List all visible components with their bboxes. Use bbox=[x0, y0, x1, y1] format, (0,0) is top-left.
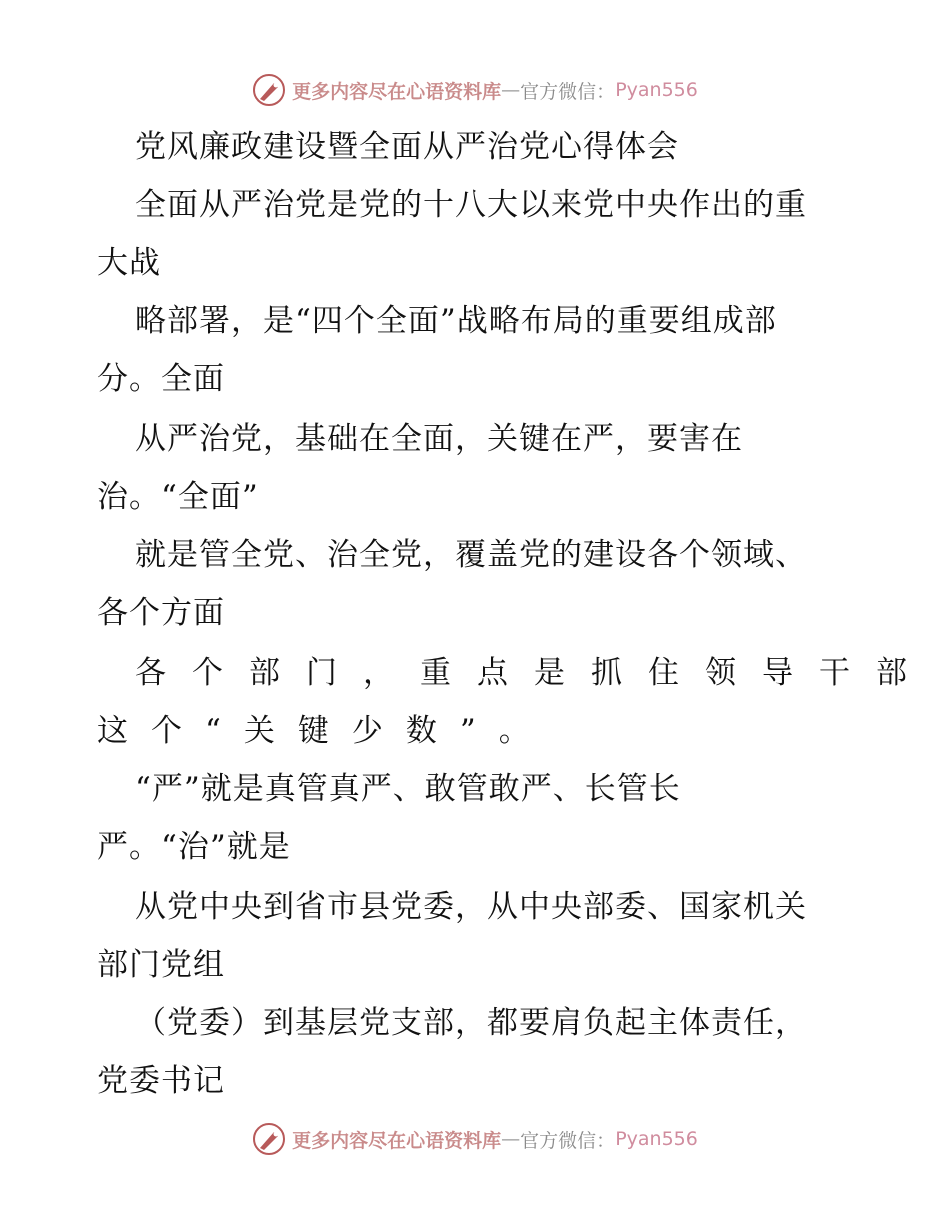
text-line: 各个部门，重点是抓住领导干部 bbox=[135, 655, 933, 691]
banner-dash: — bbox=[501, 1128, 521, 1150]
document-title: 党风廉政建设暨全面从严治党心得体会 bbox=[135, 129, 679, 165]
text-line: 党委书记 bbox=[97, 1063, 225, 1099]
text-line: （党委）到基层党支部，都要肩负起主体责任， bbox=[135, 1005, 807, 1041]
banner-site-text: 更多内容尽在心语资料库 bbox=[292, 80, 502, 103]
banner-label: 官方微信： bbox=[520, 80, 616, 103]
banner-wechat-id: Pyan556 bbox=[615, 1128, 698, 1150]
pen-logo-icon bbox=[252, 1122, 286, 1156]
text-line: 大战 bbox=[97, 245, 161, 281]
text-line: 这个“关键少数”。 bbox=[97, 713, 553, 749]
header-banner bbox=[0, 70, 950, 110]
banner-wechat-id: Pyan556 bbox=[615, 79, 698, 101]
text-line: 全面从严治党是党的十八大以来党中央作出的重 bbox=[135, 187, 807, 223]
banner-dash: — bbox=[501, 79, 521, 101]
text-line: 从严治党，基础在全面，关键在严，要害在 bbox=[135, 421, 743, 457]
banner-label: 官方微信： bbox=[520, 1129, 616, 1152]
text-line: 分。全面 bbox=[97, 361, 225, 397]
text-line: 从党中央到省市县党委，从中央部委、国家机关 bbox=[135, 889, 807, 925]
footer-banner bbox=[0, 1119, 950, 1159]
text-line: 就是管全党、治全党，覆盖党的建设各个领域、 bbox=[135, 537, 807, 573]
text-line: 略部署，是“四个全面”战略布局的重要组成部 bbox=[135, 303, 777, 339]
text-line: 严。“治”就是 bbox=[97, 829, 291, 865]
text-line: 部门党组 bbox=[97, 947, 225, 983]
text-line: “严”就是真管真严、敢管敢严、长管长 bbox=[135, 771, 681, 807]
text-line: 各个方面 bbox=[97, 595, 225, 631]
banner-site-text: 更多内容尽在心语资料库 bbox=[292, 1129, 502, 1152]
pen-logo-icon bbox=[252, 73, 286, 107]
text-line: 治。“全面” bbox=[97, 479, 259, 515]
